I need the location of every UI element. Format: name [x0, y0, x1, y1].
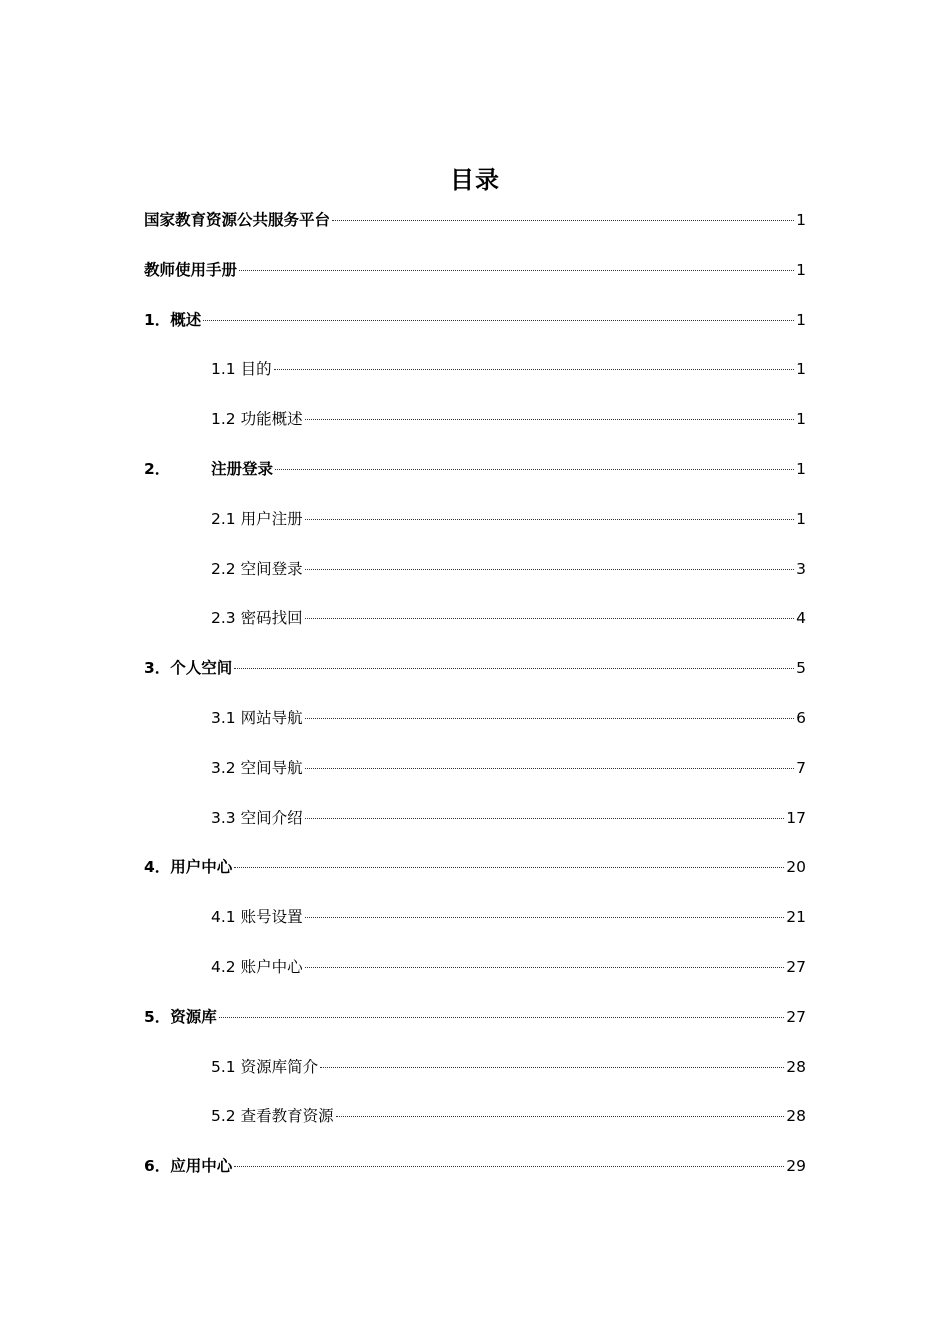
toc-entry-label: 3．个人空间 — [144, 659, 233, 678]
toc-entry-label: 注册登录 — [211, 459, 274, 478]
toc-dot-leader — [305, 419, 794, 420]
toc-page-number: 1 — [796, 410, 806, 429]
toc-dot-leader — [234, 867, 784, 868]
toc-page-number: 1 — [796, 310, 806, 329]
toc-dot-leader — [305, 618, 794, 619]
toc-entry[interactable] — [144, 1148, 806, 1198]
toc-entry[interactable] — [144, 949, 806, 999]
toc-entry-label: 4．用户中心 — [144, 858, 233, 877]
toc-entry[interactable] — [144, 501, 806, 551]
toc-dot-leader — [219, 1017, 784, 1018]
toc-dot-leader — [239, 270, 794, 271]
toc-dot-leader — [305, 917, 785, 918]
toc-page-number: 5 — [796, 659, 806, 678]
toc-page-number: 1 — [796, 260, 806, 279]
toc-entry-label: 教师使用手册 — [144, 260, 238, 279]
toc-entry[interactable] — [144, 1098, 806, 1148]
toc-entry-label: 3.1 网站导航 — [211, 708, 303, 727]
toc-entry-label: 1.1 目的 — [211, 360, 272, 379]
toc-dot-leader — [320, 1067, 784, 1068]
toc-page-number: 28 — [786, 1057, 806, 1076]
toc-page-number: 21 — [786, 908, 806, 927]
toc-page-number: 1 — [796, 360, 806, 379]
toc-entry[interactable] — [144, 351, 806, 401]
toc-dot-leader — [305, 967, 785, 968]
toc-entry-label: 4.2 账户中心 — [211, 957, 303, 976]
toc-page-number: 27 — [786, 1007, 806, 1026]
toc-page-number: 1 — [796, 211, 806, 229]
toc-entry[interactable] — [144, 551, 806, 601]
table-of-contents — [144, 202, 806, 1198]
toc-page-number: 27 — [786, 957, 806, 976]
toc-entry[interactable] — [144, 999, 806, 1049]
toc-page-number: 1 — [796, 459, 806, 478]
toc-entry-label: 国家教育资源公共服务平台 — [144, 211, 331, 229]
toc-page-number: 28 — [786, 1107, 806, 1126]
toc-entry[interactable] — [144, 650, 806, 700]
toc-entry[interactable] — [144, 252, 806, 302]
toc-page-number: 4 — [796, 609, 806, 628]
toc-entry-label: 6．应用中心 — [144, 1157, 233, 1176]
toc-entry-label: 4.1 账号设置 — [211, 908, 303, 927]
toc-page-number: 1 — [796, 509, 806, 528]
toc-entry-label: 1．概述 — [144, 310, 202, 329]
toc-entry[interactable] — [144, 401, 806, 451]
toc-entry-label: 2.3 密码找回 — [211, 609, 303, 628]
toc-entry-label: 3.2 空间导航 — [211, 758, 303, 777]
toc-entry[interactable] — [144, 750, 806, 800]
toc-entry-label: 2.2 空间登录 — [211, 559, 303, 578]
toc-dot-leader — [305, 519, 794, 520]
toc-dot-leader — [332, 220, 794, 221]
toc-dot-leader — [336, 1116, 785, 1117]
toc-entry-label: 5.2 查看教育资源 — [211, 1107, 334, 1126]
toc-entry[interactable] — [144, 899, 806, 949]
toc-entry[interactable] — [144, 849, 806, 899]
toc-dot-leader — [305, 569, 794, 570]
toc-dot-leader — [234, 668, 794, 669]
toc-dot-leader — [305, 718, 794, 719]
toc-entry-label: 5.1 资源库简介 — [211, 1057, 319, 1076]
toc-dot-leader — [203, 320, 794, 321]
toc-page-number: 6 — [796, 708, 806, 727]
toc-entry-number: 2． — [144, 459, 171, 478]
toc-entry[interactable] — [144, 600, 806, 650]
toc-entry[interactable] — [144, 451, 806, 501]
toc-entry-label: 3.3 空间介绍 — [211, 808, 303, 827]
toc-page-number: 17 — [786, 808, 806, 827]
toc-page-number: 7 — [796, 758, 806, 777]
toc-dot-leader — [275, 469, 794, 470]
toc-page-number: 29 — [786, 1157, 806, 1176]
toc-page-number: 20 — [786, 858, 806, 877]
toc-entry[interactable] — [144, 202, 806, 252]
toc-dot-leader — [274, 369, 794, 370]
toc-entry-label: 1.2 功能概述 — [211, 410, 303, 429]
toc-entry[interactable] — [144, 700, 806, 750]
toc-entry[interactable] — [144, 800, 806, 850]
toc-dot-leader — [305, 768, 794, 769]
toc-dot-leader — [305, 818, 785, 819]
toc-entry[interactable] — [144, 1049, 806, 1099]
toc-entry-label: 5．资源库 — [144, 1007, 217, 1026]
toc-dot-leader — [234, 1166, 784, 1167]
toc-page-number: 3 — [796, 559, 806, 578]
toc-entry-label: 2.1 用户注册 — [211, 509, 303, 528]
toc-entry[interactable] — [144, 302, 806, 352]
page-title: 目录 — [450, 166, 500, 195]
